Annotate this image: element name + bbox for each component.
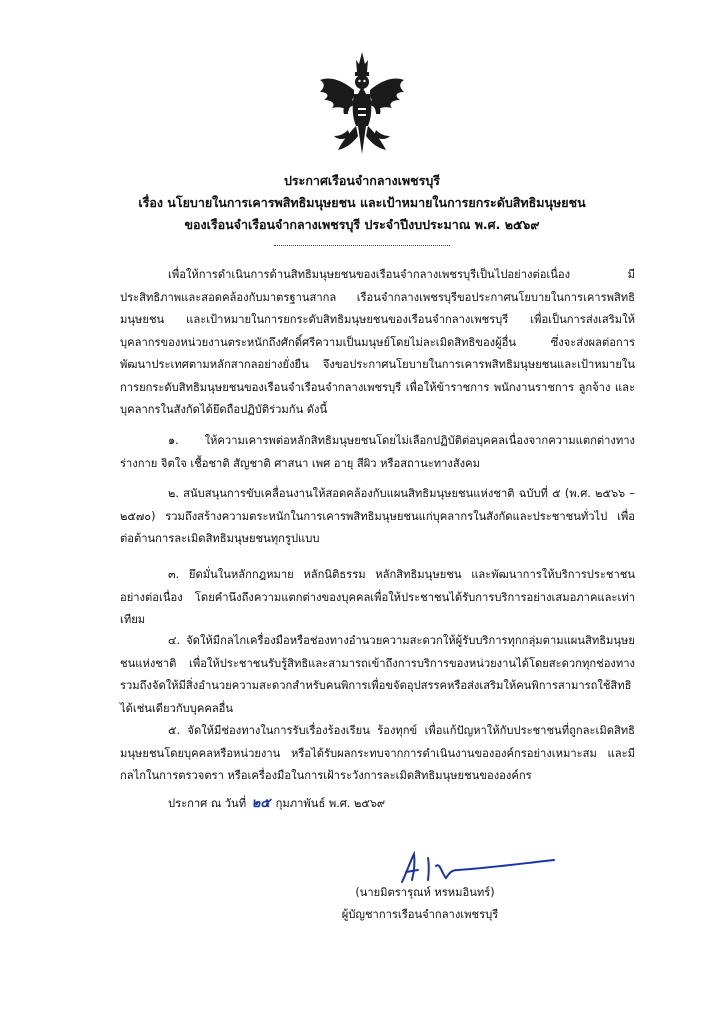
policy-item-1-text: ๑. ให้ความเคารพต่อหลักสิทธิมนุษยชนโดยไม่เลือกปฏิบัติต่อบุคคลเนื่องจากความแตกต่างทางร่างกาย จิตใจ เชื้อชาติ สัญชาติ ศาสนา เพศ อายุ สีผิว หรือสถานะทางสังคม xyxy=(120,434,635,470)
announcement-title xyxy=(90,170,634,236)
intro-paragraph xyxy=(120,264,635,422)
dotted-divider xyxy=(274,245,450,246)
title-line-1: ประกาศเรือนจำกลางเพชรบุรี xyxy=(284,173,440,188)
policy-item-4 xyxy=(120,630,635,720)
garuda-emblem-icon xyxy=(318,50,406,158)
announcement-date xyxy=(168,793,385,815)
intro-text: เพื่อให้การดำเนินการด้านสิทธิมนุษยชนของเรือนจำกลางเพชรบุรีเป็นไปอย่างต่อเนื่อง มีประสิทธิภาพและสอดคล้องกับมาตรฐานสากล เรือนจำกลางเพชรบุรีขอประกาศนโยบายในการเคารพสิทธิมนุษยชน และเป้าหมายในการยกระดับสิทธิมนุษยชนของเรือนจำกลางเพชรบุรี เพื่อเป็นการส่งเสริมให้บุคลากรของหน่วยงานตระหนักถึงศักดิ์ศรีความเป็นมนุษย์โดยไม่ละเมิดสิทธิของผู้อื่น ซึ่งจะส่งผลต่อการพัฒนาประเทศตามหลักสากลอย่างยั่งยืน จึงขอประกาศนโยบายในการเคารพสิทธิมนุษยชนและเป้าหมายในการยกระดับสิทธิมนุษยชนของเรือนจำเรือนจำกลางเพชรบุรี เพื่อให้ข้าราชการ พนักงานราชการ ลูกจ้าง และบุคลากรในสังกัดได้ยึดถือปฏิบัติร่วมกัน ดังนี้ xyxy=(120,268,635,416)
policy-item-4-text: ๔. จัดให้มีกลไกเครื่องมือหรือช่องทางอำนวยความสะดวกให้ผู้รับบริการทุกกลุ่มตามแผนสิทธิมนุษยชนแห่งชาติ เพื่อให้ประชาชนรับรู้สิทธิและสามารถเข้าถึงการบริการของหน่วยงานได้โดยสะดวกทุกช่องทาง รวมถึงจัดให้มีสิ่งอำนวยความสะดวกสำหรับคนพิการเพื่อขจัดอุปสรรคหรือส่งเสริมให้คนพิการสามารถใช้สิทธิได้เช่นเดียวกับบุคคลอื่น xyxy=(120,634,635,715)
policy-item-5 xyxy=(120,720,635,788)
title-line-2: เรื่อง นโยบายในการเคารพสิทธิมนุษยชน และเป้าหมายในการยกระดับสิทธิมนุษยชน xyxy=(138,195,586,210)
policy-item-3 xyxy=(120,564,635,632)
signatory-name: (นายมิตรารุณห์ หรหมอินทร์) xyxy=(355,886,495,899)
policy-item-2 xyxy=(120,483,635,551)
policy-item-5-text: ๕. จัดให้มีช่องทางในการรับเรื่องร้องเรียน ร้องทุกข์ เพื่อแก้ปัญหาให้กับประชาชนที่ถูกละเมิดสิทธิมนุษยชนโดยบุคคลหรือหน่วยงาน หรือได้รับผลกระทบจากการดำเนินงานขององค์กรอย่างเหมาะสม และมีกลไกในการตรวจตรา หรือเครื่องมือในการเฝ้าระวังการละเมิดสิทธิมนุษยชนขององค์กร xyxy=(120,724,635,782)
signatory-position: ผู้บัญชาการเรือนจำกลางเพชรบุรี xyxy=(341,908,499,921)
date-prefix: ประกาศ ณ วันที่ xyxy=(168,797,247,810)
policy-item-2-text: ๒. สนับสนุนการขับเคลื่อนงานให้สอดคล้องกับแผนสิทธิมนุษยชนแห่งชาติ ฉบับที่ ๕ (พ.ศ. ๒๕๖๖ – ๒๕๗๐) รวมถึงสร้างความตระหนักในการเคารพสิทธิมนุษยชนแก่บุคลากรในสังกัดและประชาชนทั่วไป เพื่อต่อต้านการละเมิดสิทธิมนุษยชนทุกรูปแบบ xyxy=(120,487,635,545)
date-day-handwritten: ๒๕ xyxy=(251,796,271,811)
date-suffix: กุมภาพันธ์ พ.ศ. ๒๕๖๙ xyxy=(275,797,386,810)
policy-item-1 xyxy=(120,430,635,475)
title-line-3: ของเรือนจำเรือนจำกลางเพชรบุรี ประจำปีงบประมาณ พ.ศ. ๒๕๖๙ xyxy=(184,217,540,232)
policy-item-3-text: ๓. ยึดมั่นในหลักกฎหมาย หลักนิติธรรม หลักสิทธิมนุษยชน และพัฒนาการให้บริการประชาชนอย่างต่อเนื่อง โดยคำนึงถึงความแตกต่างของบุคคลเพื่อให้ประชาชนได้รับการบริการอย่างเสมอภาคและเท่าเทียม xyxy=(120,568,635,626)
